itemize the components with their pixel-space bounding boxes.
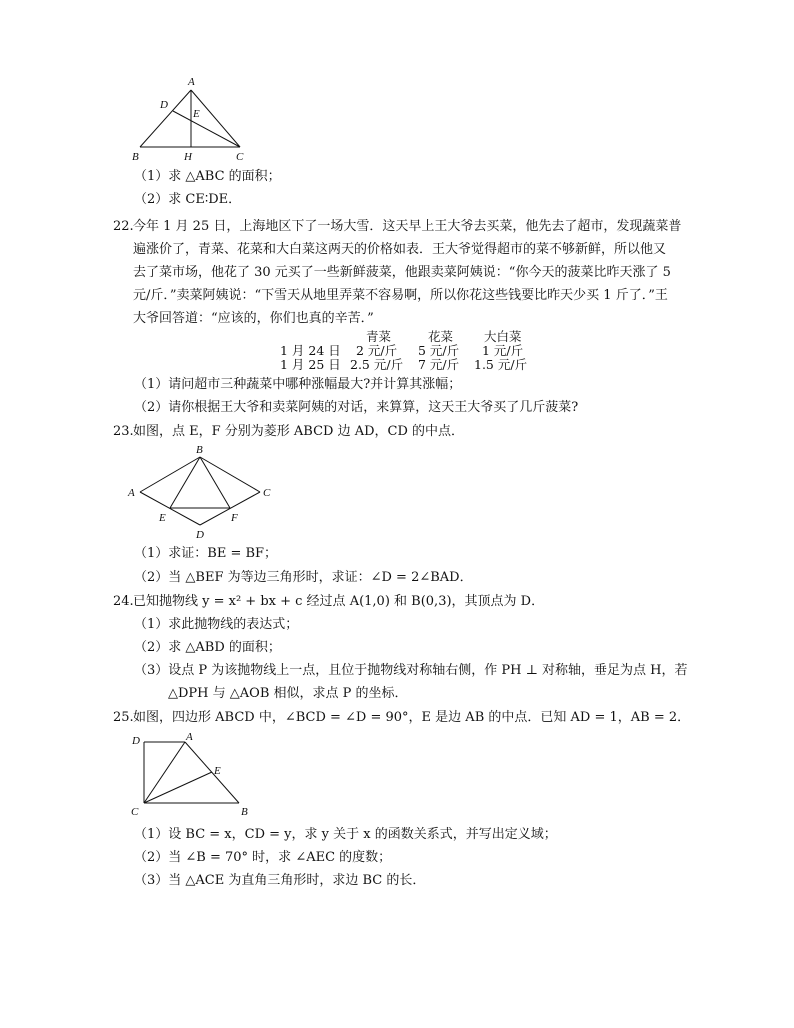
table-cell: 1.5 元/斤	[474, 357, 528, 372]
label-e: E	[193, 108, 200, 120]
q22-part-1: （1）请问超市三种蔬菜中哪种涨幅最大?并计算其涨幅；	[134, 377, 462, 392]
q22-line-4: 元/斤．”卖菜阿姨说：“下雪天从地里弄菜不容易啊，所以你花这些钱要比昨天少买 1 斤了．”王	[133, 288, 668, 303]
q22-line-2: 遍涨价了，青菜、花菜和大白菜这两天的价格如表．王大爷觉得超市的菜不够新鲜，所以他又	[133, 242, 667, 257]
q24-part-3a: （3）设点 P 为该抛物线上一点，且位于抛物线对称轴右侧，作 PH ⊥ 对称轴，垂足为点 H，若	[134, 663, 688, 678]
label-e: E	[214, 765, 221, 777]
q22-line-3: 去了菜市场，他花了 30 元买了一些新鲜菠菜，他跟卖菜阿姨说：“你今天的菠菜比昨天涨了 5	[133, 265, 671, 280]
q22-line-1: 今年 1 月 25 日，上海地区下了一场大雪．这天早上王大爷去买菜，他先去了超市，发现蔬菜普	[133, 219, 682, 234]
segment-bf	[200, 457, 230, 508]
q25-part-2: （2）当 ∠B = 70° 时，求 ∠AEC 的度数；	[134, 850, 392, 865]
q23-number: 23.	[113, 424, 134, 439]
label-b: B	[132, 151, 139, 163]
table-cell-date: 1 月 25 日	[280, 357, 341, 372]
table-header: 大白菜	[484, 329, 522, 344]
label-a: A	[188, 76, 195, 88]
segment-be	[170, 457, 200, 508]
table-header: 青菜	[366, 329, 392, 344]
label-d: D	[132, 735, 140, 747]
label-a: A	[128, 487, 135, 499]
table-cell: 7 元/斤	[418, 357, 460, 372]
table-header-row	[276, 330, 546, 344]
q24-part-1: （1）求此抛物线的表达式；	[134, 617, 299, 632]
q24-stem: 已知抛物线 y = x² + bx + c 经过点 A(1,0) 和 B(0,3)，其顶点为 D．	[133, 594, 545, 609]
label-b: B	[241, 806, 248, 818]
label-d: D	[160, 99, 168, 111]
q25-part-3: （3）当 △ACE 为直角三角形时，求边 BC 的长．	[134, 873, 426, 888]
figure-q25	[128, 730, 258, 822]
label-e: E	[159, 512, 166, 524]
table-row	[276, 358, 546, 372]
rhombus-side-ab	[140, 457, 200, 492]
segment-dc	[173, 111, 240, 147]
q22-part-2: （2）请你根据王大爷和卖菜阿姨的对话，来算算，这天王大爷买了几斤菠菜?	[134, 400, 579, 415]
q21-part-1: （1）求 △ABC 的面积；	[134, 169, 281, 184]
q22-line-5: 大爷回答道：“应该的，你们也真的辛苦．”	[133, 311, 374, 326]
label-c: C	[236, 151, 244, 163]
q22-number: 22.	[113, 219, 134, 234]
table-cell: 5 元/斤	[418, 343, 460, 358]
figure-q21	[128, 74, 258, 166]
q21-part-2: （2）求 CE∶DE．	[134, 192, 242, 207]
label-f: F	[231, 512, 238, 524]
table-cell: 2.5 元/斤	[350, 357, 404, 372]
q25-number: 25.	[113, 710, 134, 725]
label-a: A	[186, 731, 193, 743]
table-cell: 2 元/斤	[356, 343, 398, 358]
q23-stem: 如图，点 E，F 分别为菱形 ABCD 边 AD，CD 的中点．	[133, 424, 465, 439]
q25-part-1: （1）设 BC = x，CD = y，求 y 关于 x 的函数关系式，并写出定义域；	[134, 827, 557, 842]
q24-part-2: （2）求 △ABD 的面积；	[134, 640, 281, 655]
price-table	[276, 330, 546, 372]
q23-part-1: （1）求证：BE = BF；	[134, 546, 278, 561]
label-c: C	[131, 806, 139, 818]
table-row	[276, 344, 546, 358]
table-header: 花菜	[428, 329, 454, 344]
q24-part-3b: △DPH 与 △AOB 相似，求点 P 的坐标．	[168, 686, 408, 701]
q25-stem: 如图，四边形 ABCD 中，∠BCD = ∠D = 90°，E 是边 AB 的中点．已知 AD = 1，AB = 2．	[133, 710, 691, 725]
label-d: D	[196, 529, 204, 541]
q23-part-2: （2）当 △BEF 为等边三角形时，求证：∠D = 2∠BAD．	[134, 570, 473, 585]
table-cell-date: 1 月 24 日	[280, 343, 341, 358]
q24-number: 24.	[113, 594, 134, 609]
label-b: B	[196, 444, 203, 456]
figure-q23	[126, 444, 276, 542]
label-c: C	[263, 487, 271, 499]
rhombus-side-bc	[200, 457, 260, 492]
table-cell: 1 元/斤	[482, 343, 524, 358]
label-h: H	[184, 151, 192, 163]
